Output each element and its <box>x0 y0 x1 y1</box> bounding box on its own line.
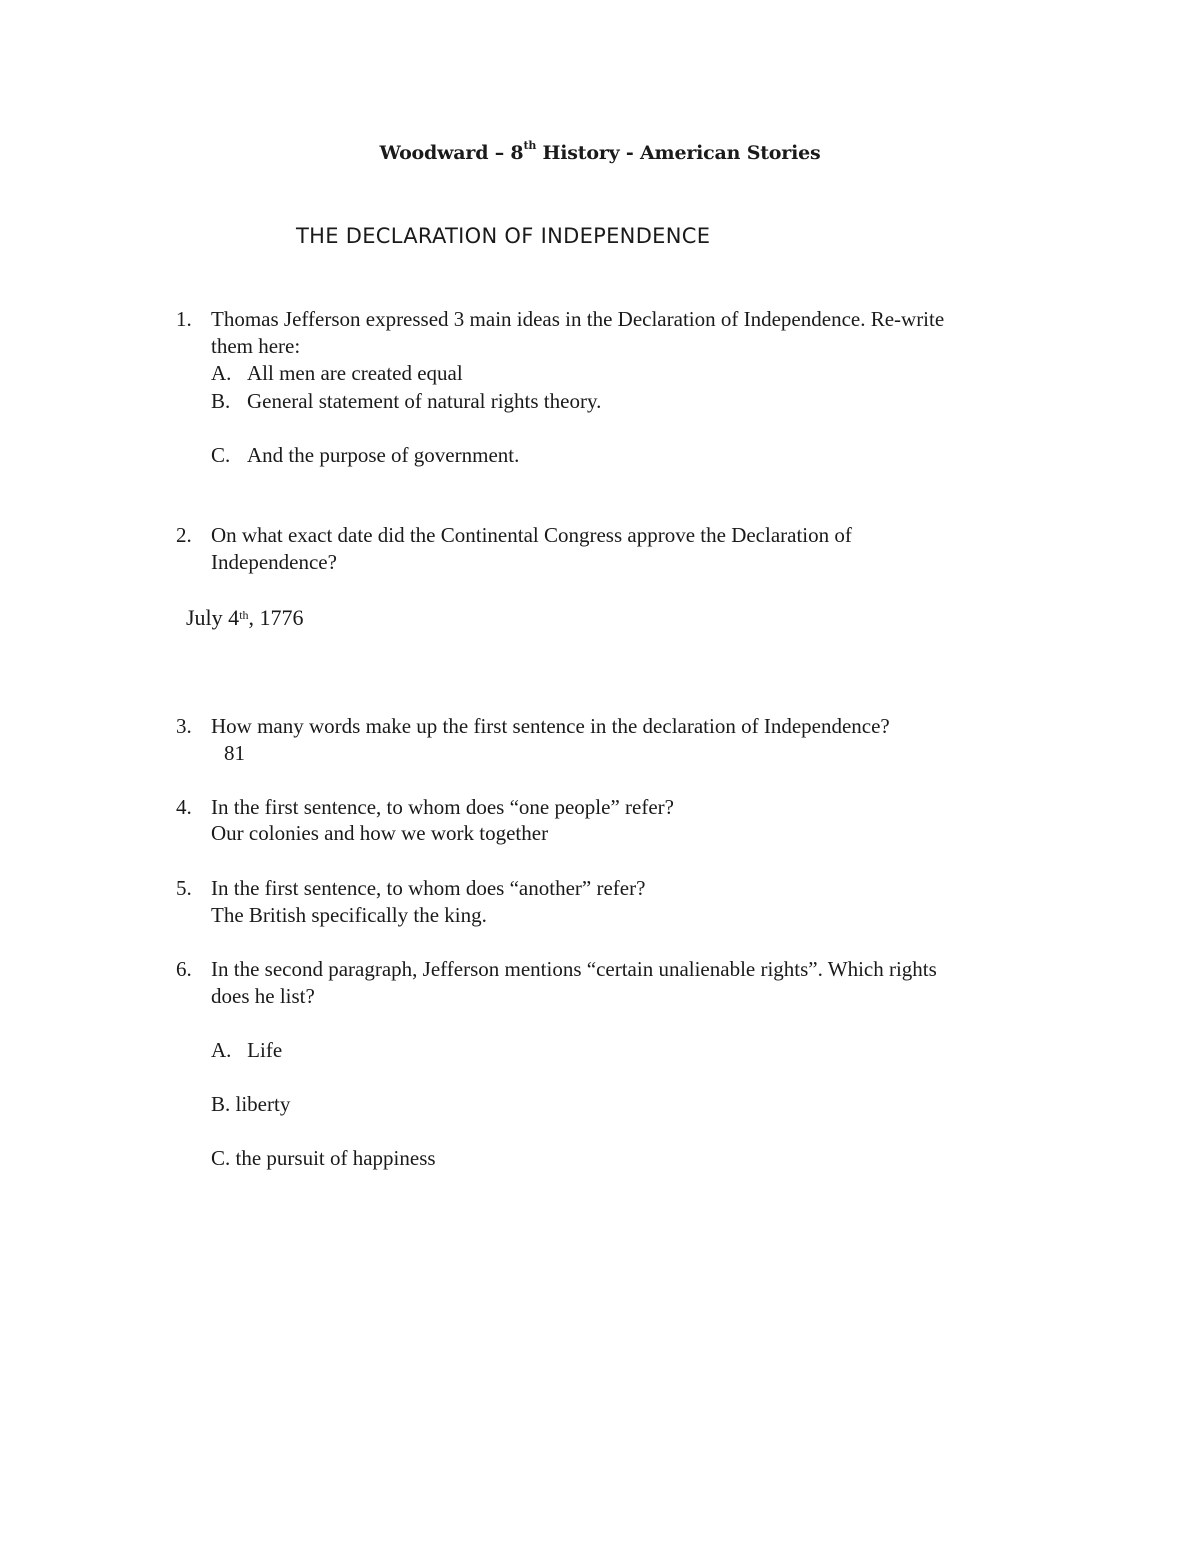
question-4-answer: Our colonies and how we work together <box>211 821 549 845</box>
question-6-answer-a: A. Life <box>211 1038 283 1062</box>
question-1-option-b-text: General statement of natural rights theory. <box>247 389 602 413</box>
question-2-answer <box>186 604 304 632</box>
question-1-text-line2: them here: <box>211 334 301 358</box>
header-title <box>0 139 1200 164</box>
question-4-text: In the first sentence, to whom does “one people” refer? <box>211 795 674 819</box>
header-title-superscript: th <box>523 139 537 152</box>
question-2-text-line2: Independence? <box>211 550 337 574</box>
document-title: THE DECLARATION OF INDEPENDENCE <box>296 224 711 248</box>
question-1-option-a-text: All men are created equal <box>247 361 463 385</box>
header-title-part1: Woodward – 8 <box>379 142 524 164</box>
question-3-number: 3. <box>176 714 192 738</box>
question-1-text-line1: Thomas Jefferson expressed 3 main ideas in the Declaration of Independence. Re-write <box>211 307 945 331</box>
question-4-number: 4. <box>176 795 192 819</box>
question-2-answer-part1: July 4 <box>186 605 240 630</box>
question-1-option-c-label: C. <box>211 443 231 467</box>
question-6-answer-c: C. the pursuit of happiness <box>211 1146 436 1170</box>
question-5-answer: The British specifically the king. <box>211 903 487 927</box>
header-title-part2: History - American Stories <box>536 142 821 164</box>
question-5-text: In the first sentence, to whom does “another” refer? <box>211 876 646 900</box>
question-2-answer-part2: , 1776 <box>248 605 304 630</box>
question-6-number: 6. <box>176 957 192 981</box>
question-6-text-line1: In the second paragraph, Jefferson mentions “certain unalienable rights”. Which rights <box>211 957 937 981</box>
question-3-answer: 81 <box>224 741 245 765</box>
question-2-number: 2. <box>176 523 192 547</box>
question-2-text-line1: On what exact date did the Continental Congress approve the Declaration of <box>211 523 852 547</box>
question-1-option-a-label: A. <box>211 361 232 385</box>
question-6-answer-b: B. liberty <box>211 1092 291 1116</box>
question-6-text-line2: does he list? <box>211 984 315 1008</box>
question-1-option-c-text: And the purpose of government. <box>247 443 520 467</box>
question-1-number: 1. <box>176 307 192 331</box>
question-1-option-b-label: B. <box>211 389 231 413</box>
question-2-answer-superscript: th <box>239 608 249 622</box>
question-3-text: How many words make up the first sentence in the declaration of Independence? <box>211 714 890 738</box>
question-5-number: 5. <box>176 876 192 900</box>
